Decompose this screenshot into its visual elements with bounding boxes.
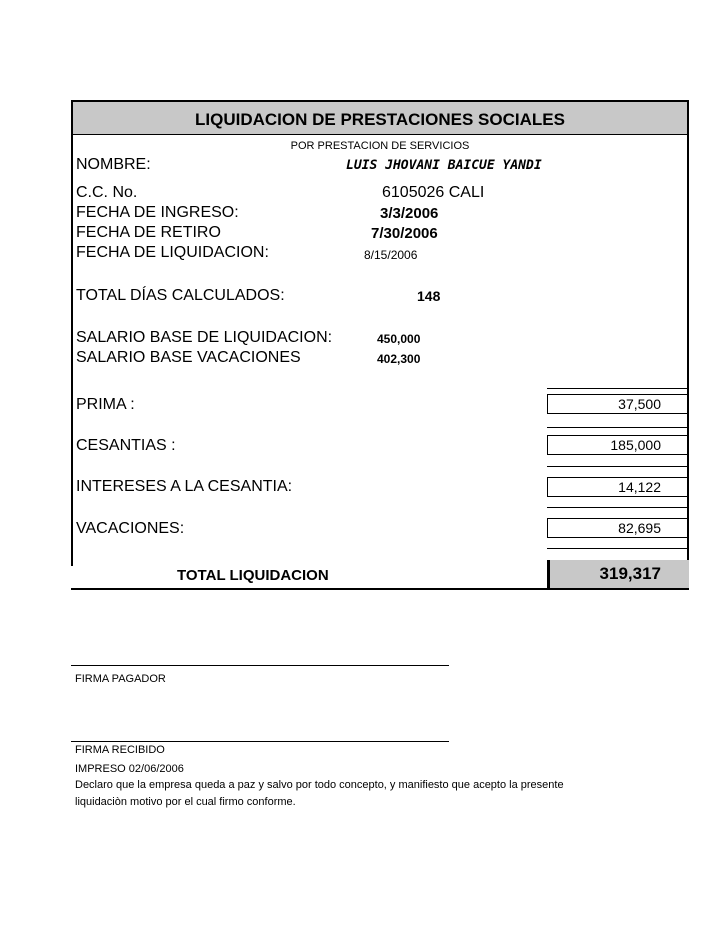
row-separator (547, 466, 687, 467)
liquidacion-value: 8/15/2006 (364, 248, 418, 262)
nombre-label: NOMBRE: (76, 156, 151, 173)
dias-label: TOTAL DÍAS CALCULADOS: (76, 287, 285, 304)
nombre-value: LUIS JHOVANI BAICUE YANDI (346, 158, 542, 173)
total-label: TOTAL LIQUIDACION (177, 567, 329, 584)
cc-label: C.C. No. (76, 184, 138, 201)
prima-label: PRIMA : (76, 396, 135, 413)
total-bottom-rule (71, 588, 689, 590)
declaration-line-2: liquidaciòn motivo por el cual firmo conforme. (75, 796, 296, 808)
salario-value: 450,000 (377, 332, 421, 346)
prima-amount: 37,500 (547, 394, 687, 414)
row-separator (547, 507, 687, 508)
cesantias-label: CESANTIAS : (76, 437, 176, 454)
firma-recibido-label: FIRMA RECIBIDO (75, 744, 165, 756)
row-separator (547, 548, 687, 549)
total-amount: 319,317 (547, 560, 689, 588)
retiro-label: FECHA DE RETIRO (76, 224, 221, 241)
intereses-label: INTERESES A LA CESANTIA: (76, 478, 293, 495)
title-band (73, 102, 687, 135)
liquidacion-label: FECHA DE LIQUIDACION: (76, 244, 269, 261)
declaration-line-1: Declaro que la empresa queda a paz y salvo por todo concepto, y manifiesto que acepto la presente (75, 779, 564, 791)
intereses-amount: 14,122 (547, 477, 687, 497)
dias-value: 148 (417, 288, 441, 304)
signature-line-pagador (71, 665, 449, 666)
signature-line-recibido (71, 741, 449, 742)
row-separator (547, 388, 687, 389)
firma-pagador-label: FIRMA PAGADOR (75, 673, 166, 685)
salario-vacaciones-label: SALARIO BASE VACACIONES (76, 349, 301, 366)
impreso-date: IMPRESO 02/06/2006 (75, 763, 184, 775)
ingreso-label: FECHA DE INGRESO: (76, 204, 239, 221)
document-subtitle: POR PRESTACION DE SERVICIOS (290, 140, 470, 152)
vacaciones-label: VACACIONES: (76, 520, 185, 537)
ingreso-value: 3/3/2006 (380, 205, 439, 222)
salario-label: SALARIO BASE DE LIQUIDACION: (76, 329, 333, 346)
retiro-value: 7/30/2006 (371, 225, 438, 242)
vacaciones-amount: 82,695 (547, 518, 687, 538)
cc-value: 6105026 CALI (382, 184, 485, 201)
salario-vacaciones-value: 402,300 (377, 352, 421, 366)
cesantias-amount: 185,000 (547, 435, 687, 455)
row-separator (547, 427, 687, 428)
document-title: LIQUIDACION DE PRESTACIONES SOCIALES (195, 110, 565, 129)
